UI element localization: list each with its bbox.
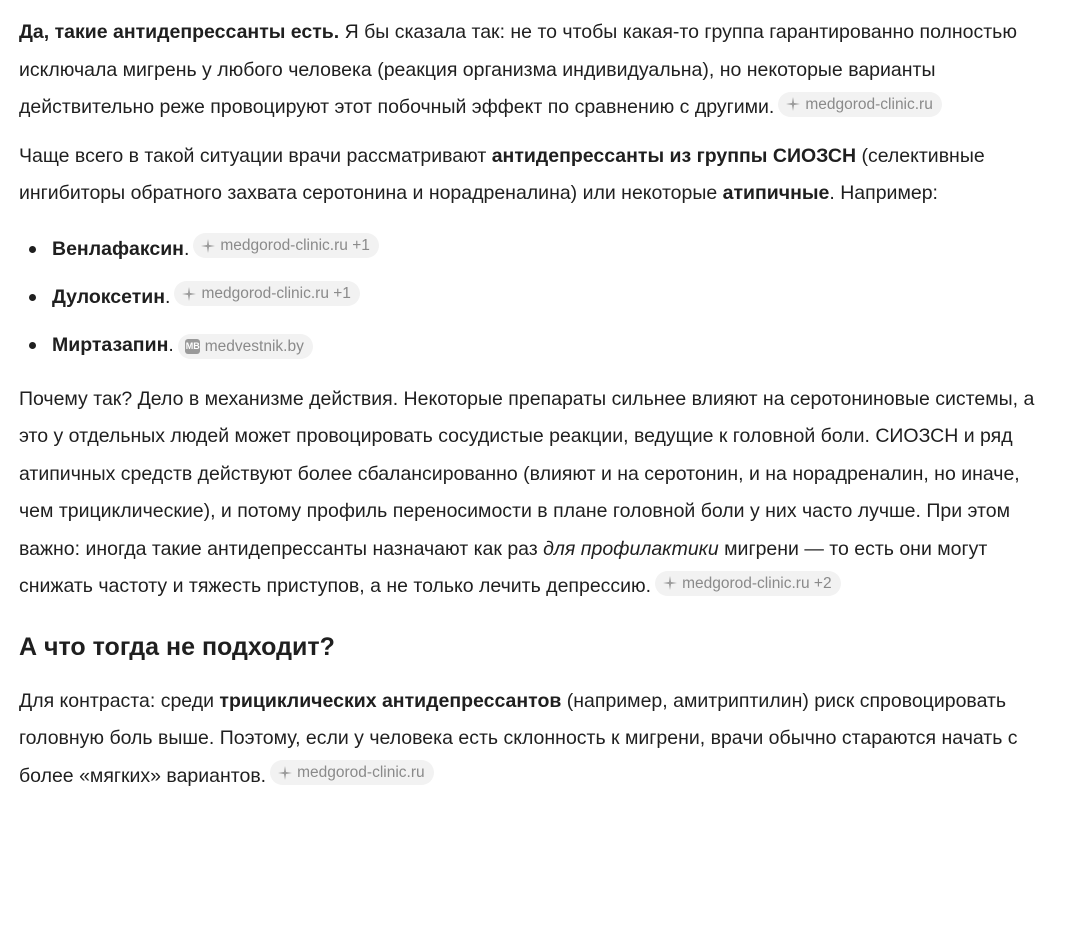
paragraph-mechanism bbox=[19, 381, 1054, 606]
sparkle-icon bbox=[200, 238, 216, 254]
sparkle-icon bbox=[181, 286, 197, 302]
snri-text-1: Чаще всего в такой ситуации врачи рассматривают bbox=[19, 144, 492, 167]
source-chip[interactable] bbox=[778, 92, 942, 117]
list-item-mirtazapine bbox=[19, 321, 1054, 369]
paragraph-intro bbox=[19, 14, 1054, 127]
source-label: medgorod-clinic.ru +2 bbox=[682, 574, 832, 592]
snri-text-3: . Например: bbox=[829, 182, 938, 204]
source-label: medgorod-clinic.ru +1 bbox=[201, 285, 351, 302]
mechanism-text-2: мигрени — то есть они могут снижать частоту и тяжесть приступов, а не только лечить депрессию. bbox=[19, 537, 988, 597]
drug-name: Венлафаксин bbox=[52, 237, 184, 260]
tricyclic-text-1: Для контраста: среди bbox=[19, 689, 220, 712]
drug-name: Миртазапин bbox=[52, 333, 169, 356]
sparkle-icon bbox=[662, 575, 678, 591]
snri-bold: антидепрессанты из группы СИОЗСН bbox=[491, 144, 857, 167]
source-chip[interactable] bbox=[174, 281, 359, 306]
source-chip[interactable] bbox=[270, 760, 434, 785]
drug-dot: . bbox=[183, 237, 190, 260]
source-chip[interactable] bbox=[655, 571, 840, 596]
answer-content bbox=[19, 14, 1054, 795]
sparkle-icon bbox=[277, 765, 293, 781]
source-label: medgorod-clinic.ru bbox=[805, 95, 933, 113]
paragraph-snri bbox=[19, 138, 1054, 213]
paragraph-tricyclic bbox=[19, 683, 1054, 796]
list-item-venlafaxine bbox=[19, 225, 1054, 273]
source-chip[interactable] bbox=[193, 233, 378, 258]
source-label: medvestnik.by bbox=[204, 337, 304, 355]
mechanism-italic: для профилактики bbox=[543, 537, 719, 560]
snri-text-2: (селективные ингибиторы обратного захвата серотонина и норадреналина) или некоторые bbox=[19, 144, 985, 204]
tricyclic-text-2: (например, амитриптилин) риск спровоцировать головную боль выше. Поэтому, если у человека есть склонность к мигрени, врачи обычно стараются начать с более «мягких» вариантов. bbox=[19, 689, 1018, 787]
list-item-duloxetine bbox=[19, 273, 1054, 321]
intro-bold: Да, такие антидепрессанты есть. bbox=[19, 21, 340, 43]
drug-name: Дулоксетин bbox=[52, 285, 166, 308]
mechanism-text-1: Почему так? Дело в механизме действия. Некоторые препараты сильнее влияют на серотониновые системы, а это у отдельных людей может провоцировать сосудистые реакции, ведущие к головной боли. СИОЗСН и ряд атипичных средств действуют более сбалансированно (влияют и на серотонин, и на норадреналин, но иначе, чем трициклические), и потому профиль переносимости в плане головной боли у них часто лучше. При этом важно: иногда такие антидепрессанты назначают как раз bbox=[19, 387, 1035, 560]
intro-text: Я бы сказала так: не то чтобы какая-то группа гарантированно полностью исключала мигрень у любого человека (реакция организма индивидуальна), но некоторые варианты действительно реже провоцируют этот побочный эффект по сравнению с другими. bbox=[19, 21, 1017, 118]
drug-dot: . bbox=[168, 333, 174, 356]
sparkle-icon bbox=[785, 96, 801, 112]
source-label: medgorod-clinic.ru bbox=[297, 764, 425, 781]
mv-logo-icon: MB bbox=[185, 338, 201, 354]
source-chip[interactable] bbox=[178, 334, 313, 359]
section-heading: А что тогда не подходит? bbox=[19, 632, 335, 661]
atypical-bold: атипичные bbox=[722, 182, 830, 204]
source-label: medgorod-clinic.ru +1 bbox=[220, 237, 370, 254]
drug-list bbox=[19, 225, 1054, 369]
tricyclic-bold: трициклических антидепрессантов bbox=[219, 689, 562, 712]
drug-dot: . bbox=[165, 285, 171, 308]
